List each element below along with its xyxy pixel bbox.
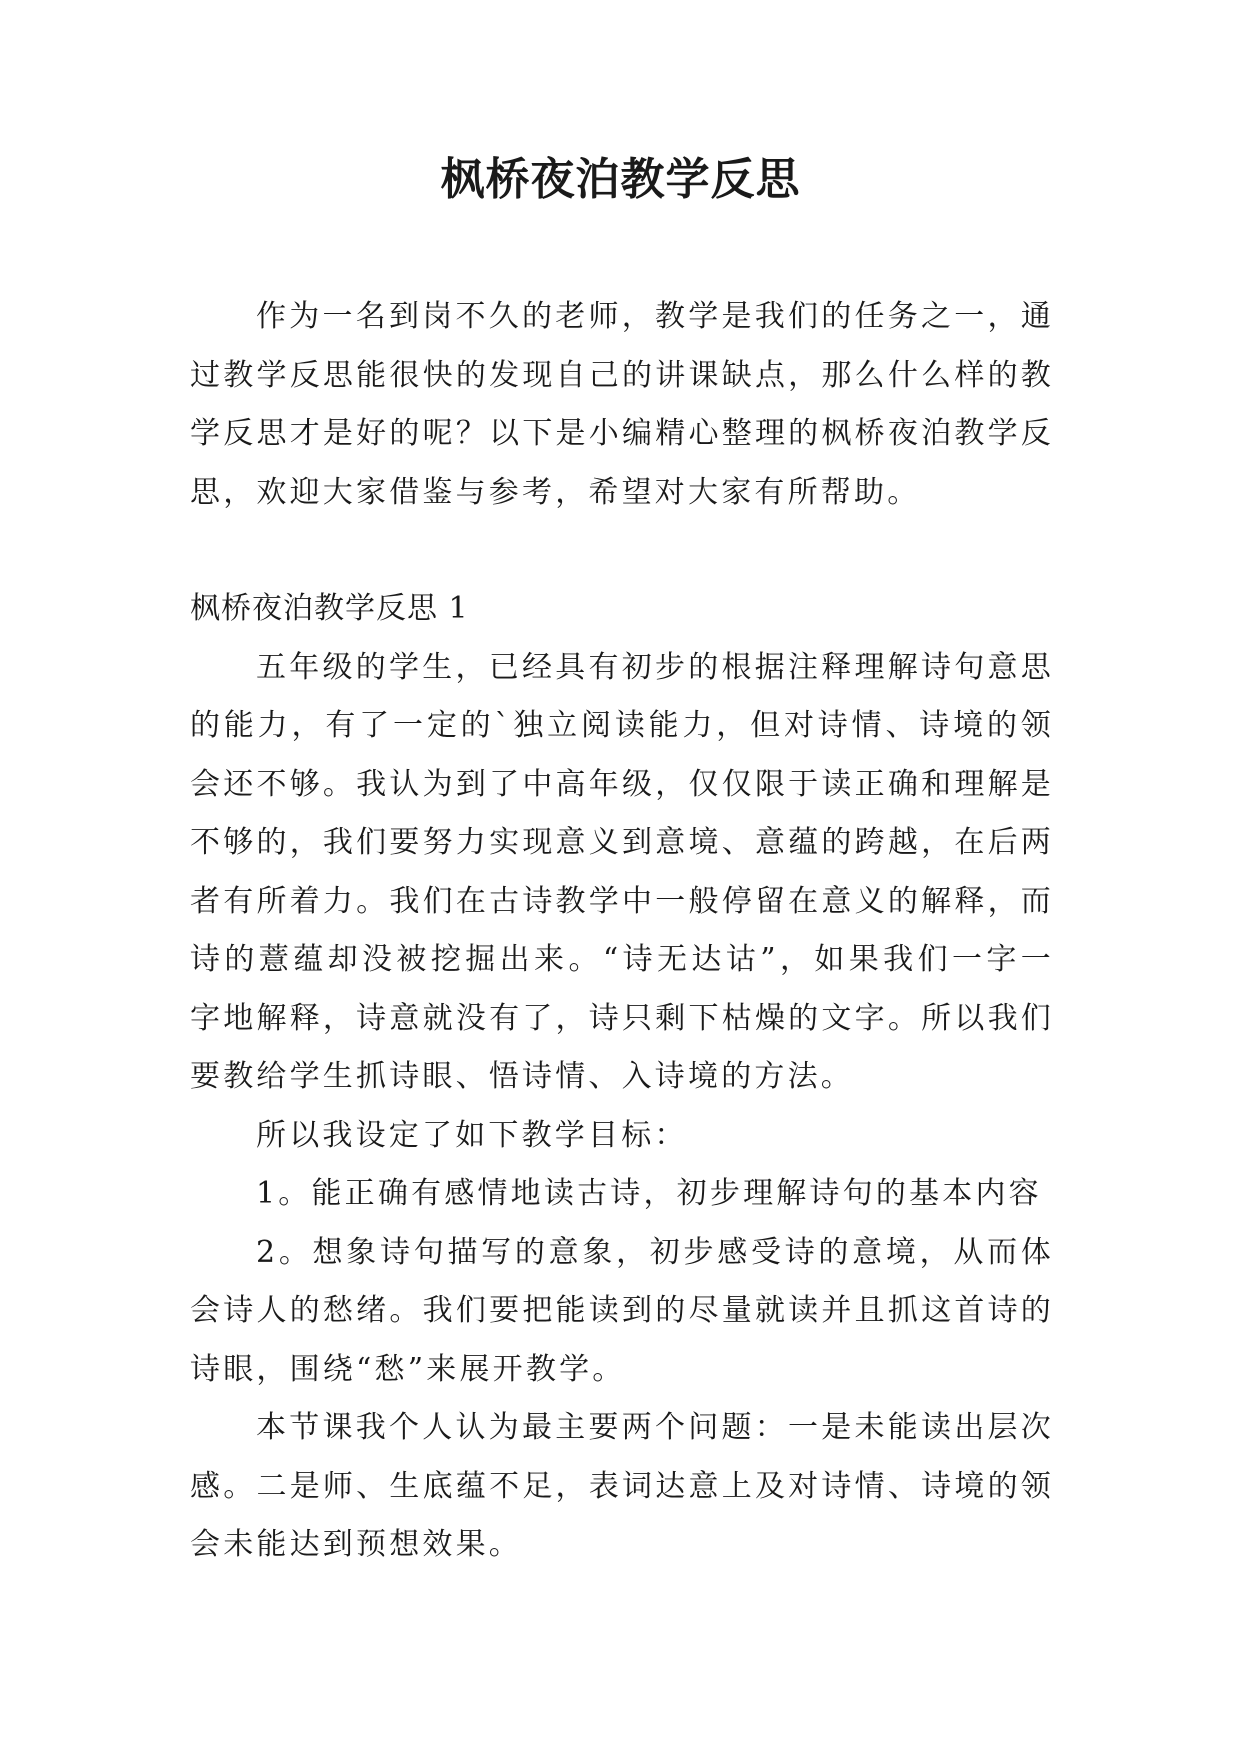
document-body [190, 288, 1054, 1575]
body-paragraph: 本节课我个人认为最主要两个问题：一是未能读出层次感。二是师、生底蕴不足，表词达意上及对诗情、诗境的领会未能达到预想效果。 [190, 1410, 1054, 1562]
objective-item: 2。想象诗句描写的意象，初步感受诗的意境，从而体会诗人的愁绪。我们要把能读到的尽量就读并且抓这首诗的诗眼，围绕“愁”来展开教学。 [190, 1234, 1054, 1387]
body-paragraph: 五年级的学生，已经具有初步的根据注释理解诗句意思的能力，有了一定的`独立阅读能力，但对诗情、诗境的领会还不够。我认为到了中高年级，仅仅限于读正确和理解是不够的，我们要努力实现意义到意境、意蕴的跨越，在后两者有所着力。我们在古诗教学中一般停留在意义的解释，而诗的薏蕴却没被挖掘出来。“诗无达诂”，如果我们一字一字地解释，诗意就没有了，诗只剩下枯燥的文字。所以我们要教给学生抓诗眼、悟诗情、入诗境的方法。 [190, 649, 1054, 1094]
intro-paragraph: 作为一名到岗不久的老师，教学是我们的任务之一，通过教学反思能很快的发现自己的讲课缺点，那么什么样的教学反思才是好的呢？以下是小编精心整理的枫桥夜泊教学反思，欢迎大家借鉴与参考，希望对大家有所帮助。 [190, 299, 1054, 510]
document-title: 枫桥夜泊教学反思 [440, 154, 801, 205]
section-heading: 枫桥夜泊教学反思 1 [190, 591, 469, 626]
body-paragraph: 所以我设定了如下教学目标： [256, 1117, 688, 1153]
objective-item: 1。能正确有感情地读古诗，初步理解诗句的基本内容 [256, 1176, 1042, 1211]
